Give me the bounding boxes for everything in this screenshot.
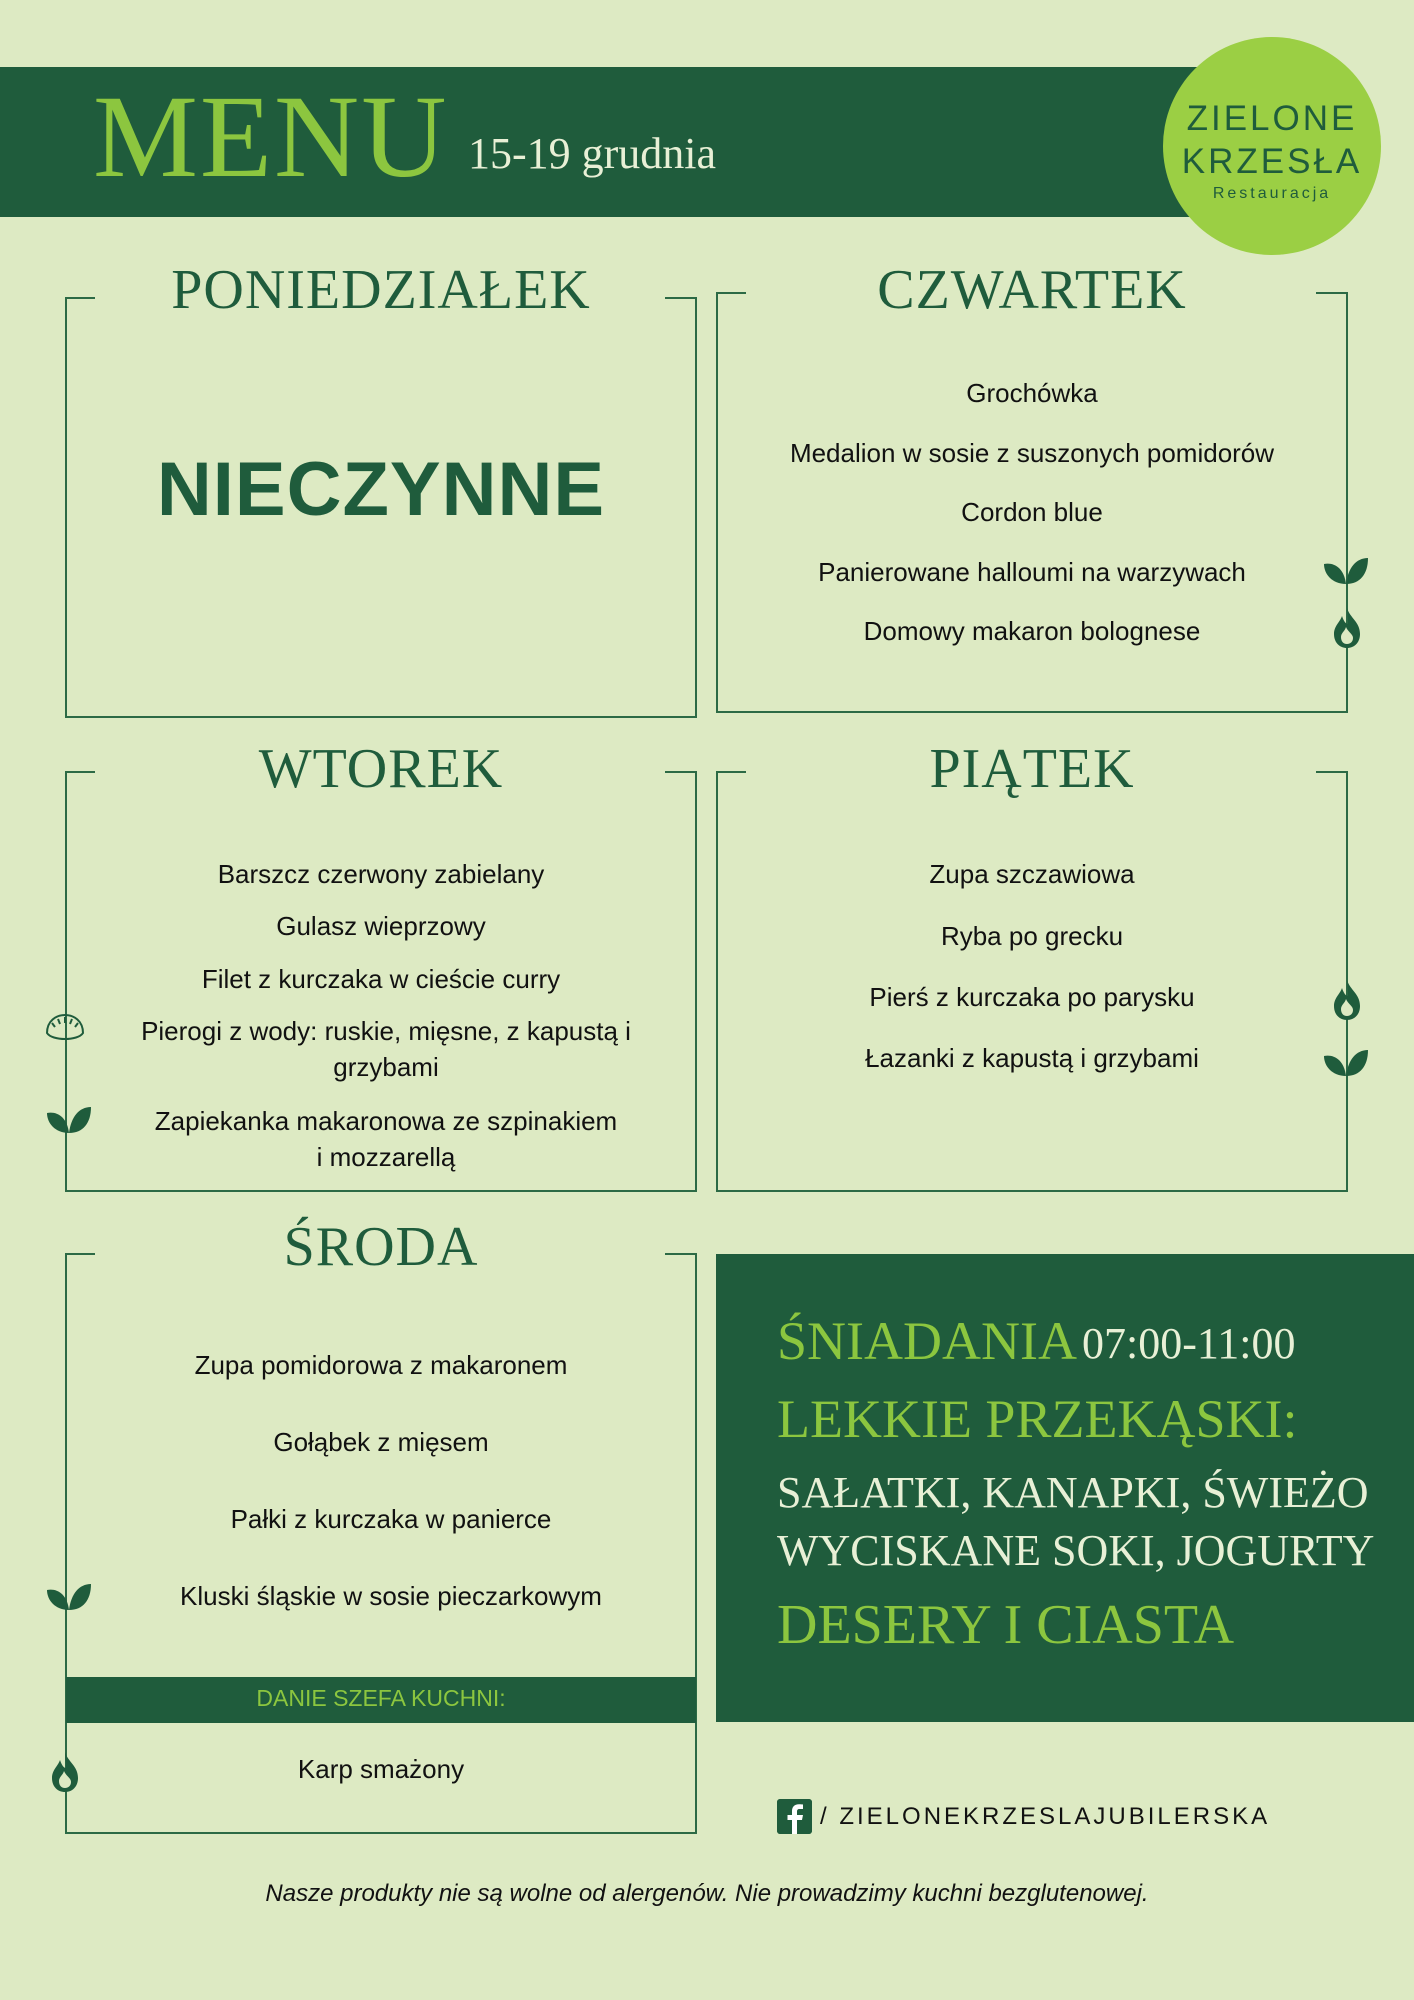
thursday-item-3: Cordon blue <box>961 497 1103 527</box>
friday-item-1: Zupa szczawiowa <box>929 859 1135 889</box>
tuesday-item-3: Filet z kurczaka w cieście curry <box>201 964 561 994</box>
vegetarian-leaf-icon <box>45 1580 93 1614</box>
thursday-item-2: Medalion w sosie z suszonych pomidorów <box>789 438 1275 468</box>
vegetarian-leaf-icon <box>1322 1046 1370 1080</box>
monday-closed-status: NIECZYNNE <box>156 447 606 532</box>
vegetarian-leaf-icon <box>45 1103 93 1137</box>
wednesday-title: ŚRODA <box>283 1216 479 1278</box>
wednesday-item-2: Gołąbek z mięsem <box>273 1427 489 1457</box>
menu-dates: 15-19 grudnia <box>468 129 717 178</box>
friday-item-4: Łazanki z kapustą i grzybami <box>865 1043 1199 1073</box>
logo-line-1: ZIELONE <box>1186 99 1358 138</box>
restaurant-logo <box>1163 37 1381 255</box>
chef-special-label: DANIE SZEFA KUCHNI: <box>256 1685 506 1711</box>
breakfast-hours: 07:00-11:00 <box>1082 1319 1296 1368</box>
logo-line-3: Restauracja <box>1212 185 1332 202</box>
vegetarian-leaf-icon <box>1322 554 1370 588</box>
monday-title: PONIEDZIAŁEK <box>171 259 591 321</box>
menu-title: MENU <box>93 71 449 202</box>
snacks-line-2: WYCISKANE SOKI, JOGURTY <box>777 1526 1375 1575</box>
friday-item-3: Pierś z kurczaka po parysku <box>869 982 1195 1012</box>
tuesday-item-4: Pierogi z wody: ruskie, mięsne, z kapustą i <box>141 1016 631 1046</box>
tuesday-item-2: Gulasz wieprzowy <box>276 911 486 941</box>
snacks-title: LEKKIE PRZEKĄSKI: <box>777 1389 1298 1449</box>
tuesday-item-4-cont: grzybami <box>333 1052 439 1082</box>
friday-item-2: Ryba po grecku <box>940 921 1124 951</box>
facebook-icon[interactable] <box>777 1799 812 1834</box>
spicy-flame-icon <box>1332 978 1362 1022</box>
allergen-disclaimer: Nasze produkty nie są wolne od alergenów. Nie prowadzimy kuchni bezglutenowej. <box>265 1880 1149 1907</box>
breakfast-title: ŚNIADANIA <box>777 1311 1077 1371</box>
facebook-handle-link[interactable]: / ZIELONEKRZESLAJUBILERSKA <box>820 1803 1271 1830</box>
friday-title: PIĄTEK <box>929 738 1135 800</box>
wednesday-item-4: Kluski śląskie w sosie pieczarkowym <box>180 1581 602 1611</box>
thursday-item-1: Grochówka <box>966 378 1098 408</box>
wednesday-item-3: Pałki z kurczaka w panierce <box>230 1504 552 1534</box>
chef-special-item: Karp smażony <box>297 1754 465 1784</box>
tuesday-item-5-cont: i mozzarellą <box>316 1142 456 1172</box>
snacks-line-1: SAŁATKI, KANAPKI, ŚWIEŻO <box>777 1468 1369 1517</box>
thursday-item-4: Panierowane halloumi na warzywach <box>818 557 1246 587</box>
tuesday-item-1: Barszcz czerwony zabielany <box>217 859 545 889</box>
spicy-flame-icon <box>1332 606 1362 650</box>
wednesday-box <box>65 1253 697 1834</box>
thursday-item-5: Domowy makaron bolognese <box>863 616 1201 646</box>
thursday-title: CZWARTEK <box>877 259 1187 321</box>
tuesday-title: WTOREK <box>258 738 504 800</box>
tuesday-item-5: Zapiekanka makaronowa ze szpinakiem <box>154 1106 618 1136</box>
desserts-title: DESERY I CIASTA <box>777 1594 1235 1656</box>
logo-line-2: KRZESŁA <box>1181 142 1363 181</box>
dumpling-icon <box>44 1011 86 1047</box>
spicy-flame-icon <box>50 1750 80 1794</box>
wednesday-item-1: Zupa pomidorowa z makaronem <box>194 1350 568 1380</box>
